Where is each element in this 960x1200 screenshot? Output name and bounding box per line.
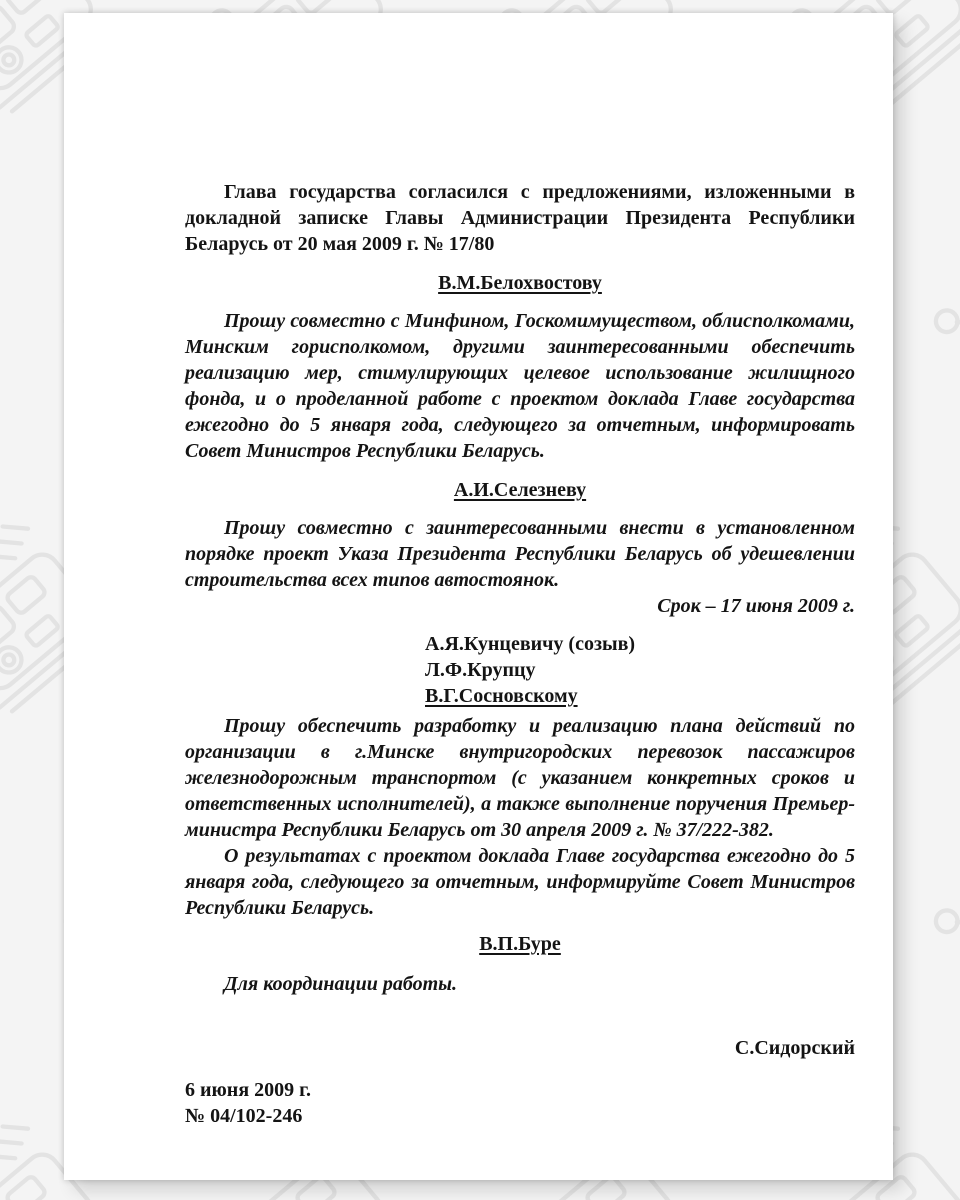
addressee-group [425,631,855,709]
paragraph-intro: Глава государства согласился с предложениями, изложенными в докладной записке Главы Администрации Президента Республики Беларусь от 20 мая 2009 г. № 17/80 [185,181,855,255]
document-date: 6 июня 2009 г. [185,1079,311,1101]
paragraph-instruction-1: Прошу совместно с Минфином, Госкомимуществом, облисполкомами, Минским горисполкомом, другими заинтересованными обеспечить реализацию мер, стимулирующих целевое использование жилищного фонда, и о проделанной работе с проектом доклада Главе государства ежегодно до 5 января года, следующего за отчетным, информировать Совет Министров Республики Беларусь. [185,310,855,462]
paragraph-instruction-2: Прошу совместно с заинтересованными внести в установленном порядке проект Указа Президента Республики Беларусь об удешевлении строительства всех типов автостоянок. [185,517,855,591]
paragraph-coordination: Для координации работы. [224,973,458,995]
signature-sidorsky: С.Сидорский [734,1037,855,1059]
document-page [64,13,893,1180]
addressee-bure: В.П.Буре [479,933,561,955]
camera-watermark-icon [908,193,960,447]
addressee-kuncevich: А.Я.Кунцевичу (созыв) [425,633,636,655]
addressee-krupec: Л.Ф.Крупцу [425,659,536,681]
document-number: № 04/102-246 [185,1105,303,1127]
paragraph-instruction-3a: Прошу обеспечить разработку и реализацию плана действий по организации в г.Минске внутригородских перевозок пассажиров железнодорожным транспортом (с указанием конкретных сроков и ответственных исполнителей), а также выполнение поручения Премьер-министра Республики Беларусь от 30 апреля 2009 г. № 37/222-382. [185,715,855,841]
deadline-line: Срок – 17 июня 2009 г. [657,595,855,617]
camera-watermark-icon [908,793,960,1047]
paragraph-instruction-3b: О результатах с проектом доклада Главе государства ежегодно до 5 января года, следующего за отчетным, информируйте Совет Министров Республики Беларусь. [185,845,855,919]
document-meta [185,1077,855,1129]
addressee-belokhvostov: В.М.Белохвостову [438,272,602,294]
addressee-seleznev: А.И.Селезневу [453,479,587,501]
addressee-sosnovsky: В.Г.Сосновскому [425,685,578,707]
document-content [64,13,893,1129]
